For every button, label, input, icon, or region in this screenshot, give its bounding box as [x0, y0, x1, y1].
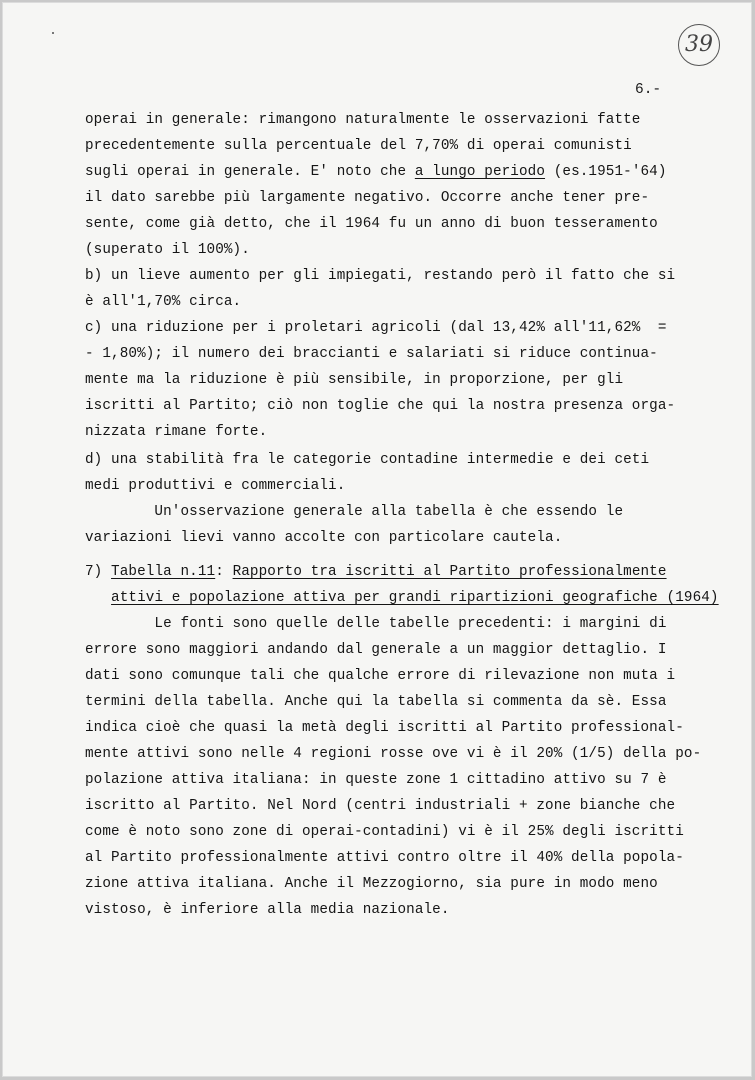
text-line: dati sono comunque tali che qualche errore di rilevazione non muta i	[85, 668, 676, 684]
text-line: d) una stabilità fra le categorie contadine intermedie e dei ceti	[85, 452, 650, 468]
text-line: operai in generale: rimangono naturalmente le osservazioni fatte	[85, 112, 641, 128]
table-ref: Tabella n.11	[111, 564, 216, 580]
text-line: il dato sarebbe più largamente negativo. Occorre anche tener pre-	[85, 190, 650, 206]
paper-mark	[52, 32, 54, 34]
underlined-phrase: a lungo periodo	[414, 164, 546, 180]
text-line: iscritti al Partito; ciò non toglie che qui la nostra presenza orga-	[85, 398, 676, 414]
text-span: :	[215, 564, 233, 580]
text-line: sente, come già detto, che il 1964 fu un anno di buon tesseramento	[85, 216, 658, 232]
text-line: b) un lieve aumento per gli impiegati, restando però il fatto che si	[85, 268, 676, 284]
text-line: iscritto al Partito. Nel Nord (centri industriali + zone bianche che	[85, 798, 676, 814]
text-line: c) una riduzione per i proletari agricoli (dal 13,42% all'11,62% =	[85, 320, 667, 336]
text-line: Le fonti sono quelle delle tabelle precedenti: i margini di	[85, 616, 667, 632]
text-span: sugli operai in generale. E' noto che	[85, 164, 415, 180]
text-line: errore sono maggiori andando dal generale a un maggior dettaglio. I	[85, 642, 667, 658]
text-line: vistoso, è inferiore alla media nazionale.	[85, 902, 450, 918]
text-line: polazione attiva italiana: in queste zone 1 cittadino attivo su 7 è	[85, 772, 667, 788]
text-line: nizzata rimane forte.	[85, 424, 268, 440]
section-heading	[85, 564, 667, 580]
text-line: al Partito professionalmente attivi contro oltre il 40% della popola-	[85, 850, 684, 866]
page-number: 6.-	[635, 82, 662, 98]
text-span: 7)	[85, 564, 112, 580]
document-page	[2, 2, 752, 1077]
text-line: - 1,80%); il numero dei braccianti e salariati si riduce continua-	[85, 346, 658, 362]
table-title-cont: attivi e popolazione attiva per grandi ripartizioni geografiche (1964)	[111, 590, 719, 606]
page-stamp: 39	[678, 24, 720, 66]
text-line: variazioni lievi vanno accolte con particolare cautela.	[85, 530, 563, 546]
section-heading-cont	[85, 590, 719, 606]
text-line: termini della tabella. Anche qui la tabella si commenta da sè. Essa	[85, 694, 667, 710]
text-line: (superato il 100%).	[85, 242, 250, 258]
text-line: medi produttivi e commerciali.	[85, 478, 346, 494]
text-span: (es.1951-'64)	[545, 164, 667, 180]
table-title: Rapporto tra iscritti al Partito professionalmente	[232, 564, 667, 580]
text-line: precedentemente sulla percentuale del 7,70% di operai comunisti	[85, 138, 632, 154]
text-line: come è noto sono zone di operai-contadini) vi è il 25% degli iscritti	[85, 824, 684, 840]
text-line: indica cioè che quasi la metà degli iscritti al Partito professional-	[85, 720, 684, 736]
text-line: mente ma la riduzione è più sensibile, in proporzione, per gli	[85, 372, 624, 388]
text-line: è all'1,70% circa.	[85, 294, 242, 310]
text-line	[85, 164, 667, 180]
text-line: Un'osservazione generale alla tabella è che essendo le	[85, 504, 624, 520]
text-line: zione attiva italiana. Anche il Mezzogiorno, sia pure in modo meno	[85, 876, 658, 892]
text-span	[85, 590, 111, 606]
text-line: mente attivi sono nelle 4 regioni rosse ove vi è il 20% (1/5) della po-	[85, 746, 702, 762]
